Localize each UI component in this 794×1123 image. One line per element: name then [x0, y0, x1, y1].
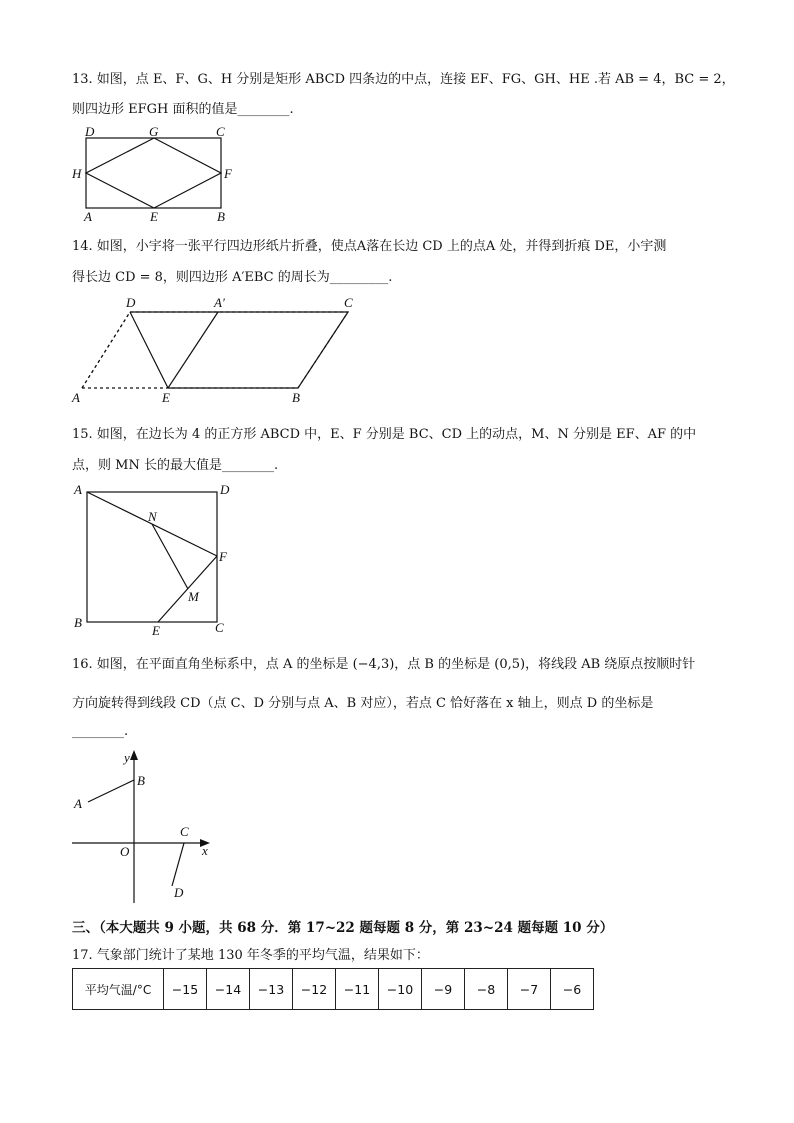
- table-cell: −15: [164, 969, 207, 1010]
- label-y: y: [124, 750, 130, 765]
- temperature-table: [72, 968, 594, 1010]
- q17-line-1: 17. 气象部门统计了某地 130 年冬季的平均气温，结果如下：: [72, 948, 429, 963]
- side-ea-prime: [168, 312, 218, 388]
- label-e: E: [150, 209, 158, 224]
- q14-line-1: 14. 如图，小宇将一张平行四边形纸片折叠，使点A落在长边 CD 上的点A 处，并得到折痕 DE，小宇测: [72, 239, 667, 254]
- label-g: G: [149, 124, 159, 139]
- quadrilateral-efgh: [86, 138, 221, 208]
- q14-line-2: 得长边 CD = 8，则四边形 A′EBC 的周长为_________.: [72, 270, 393, 285]
- table-cell: −14: [207, 969, 250, 1010]
- label-a: A: [72, 390, 80, 405]
- table-cell: −12: [293, 969, 336, 1010]
- label-d: D: [174, 885, 184, 900]
- q13-line-1: 13. 如图，点 E、F、G、H 分别是矩形 ABCD 四条边的中点，连接 EF、FG、GH、HE .若 AB = 4，BC = 2，: [72, 72, 735, 87]
- label-n: N: [148, 509, 157, 524]
- segment-nm: [152, 524, 188, 589]
- q13-line-2: 则四边形 EFGH 面积的值是________.: [72, 102, 294, 117]
- label-d: D: [220, 482, 230, 497]
- label-c: C: [180, 824, 189, 839]
- label-m: M: [188, 589, 199, 604]
- label-b: B: [137, 773, 145, 788]
- crease-de: [130, 312, 168, 388]
- label-c: C: [344, 295, 353, 310]
- table-header-cell: 平均气温/°C: [73, 969, 164, 1010]
- table-cell: −11: [336, 969, 379, 1010]
- original-parallelogram-dashed: [82, 312, 348, 388]
- label-d: D: [126, 295, 136, 310]
- label-e: E: [162, 390, 170, 405]
- figure-13-rectangle: [70, 122, 240, 226]
- table-cell: −9: [422, 969, 465, 1010]
- table-row: [73, 969, 594, 1010]
- figure-15-square: [70, 480, 240, 640]
- label-c: C: [215, 620, 224, 635]
- label-d: D: [85, 124, 95, 139]
- q15-line-2: 点，则 MN 长的最大值是________.: [72, 458, 279, 473]
- label-b: B: [74, 615, 82, 630]
- label-x: x: [202, 843, 208, 858]
- segment-cd: [172, 843, 184, 886]
- q15-line-1: 15. 如图，在边长为 4 的正方形 ABCD 中，E、F 分别是 BC、CD 上的动点，M、N 分别是 EF、AF 的中: [72, 427, 697, 442]
- q16-line-3: ________.: [72, 724, 129, 739]
- rectangle-abcd: [86, 138, 221, 208]
- label-c: C: [216, 124, 225, 139]
- segment-ab: [88, 780, 134, 802]
- label-a: A: [74, 796, 82, 811]
- figure-16-coordinate-plane: [66, 748, 226, 908]
- table-cell: −6: [551, 969, 594, 1010]
- label-a-prime: A′: [214, 295, 225, 310]
- section-three-title: 三、（本大题共 9 小题，共 68 分．第 17~22 题每题 8 分，第 23~24 题每题 10 分）: [72, 920, 614, 936]
- label-b: B: [292, 390, 300, 405]
- q16-line-2: 方向旋转得到线段 CD（点 C、D 分别与点 A、B 对应），若点 C 恰好落在 x 轴上，则点 D 的坐标是: [72, 696, 654, 711]
- label-a: A: [74, 482, 82, 497]
- figure-14-parallelogram: [68, 294, 368, 406]
- label-e: E: [152, 623, 160, 638]
- label-o: O: [120, 844, 130, 859]
- label-f: F: [219, 549, 227, 564]
- table-cell: −8: [465, 969, 508, 1010]
- table-cell: −13: [250, 969, 293, 1010]
- table-cell: −7: [508, 969, 551, 1010]
- label-h: H: [72, 166, 82, 181]
- label-b: B: [217, 209, 225, 224]
- q16-line-1: 16. 如图，在平面直角坐标系中，点 A 的坐标是 (−4,3)，点 B 的坐标是 (0,5)，将线段 AB 绕原点按顺时针: [72, 657, 696, 672]
- table-cell: −10: [379, 969, 422, 1010]
- side-cb: [298, 312, 348, 388]
- label-f: F: [224, 166, 232, 181]
- label-a: A: [84, 209, 92, 224]
